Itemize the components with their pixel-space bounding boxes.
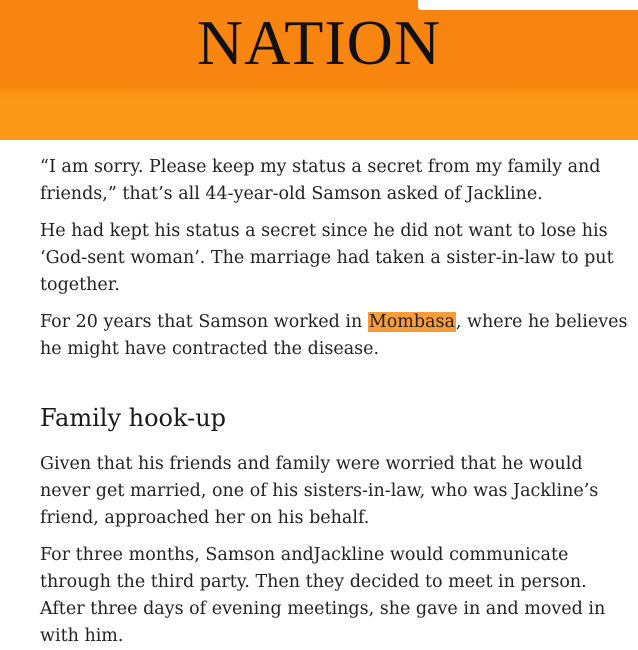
article-body bbox=[0, 140, 630, 650]
paragraph-3-end: , where he believes he might have contracted the disease. bbox=[40, 312, 628, 359]
section-heading: Family hook-up bbox=[40, 404, 227, 432]
article-paragraph-5: For three months, Samson andJackline would communicate through the third party. Then they decided to meet in person. After three days of evening meetings, she gave in and moved in with him. bbox=[40, 545, 606, 646]
site-header bbox=[0, 0, 638, 140]
article-paragraph-4: Given that his friends and family were worried that he would never get married, one of his sisters-in-law, who was Jackline’s friend, approached her on his behalf. bbox=[40, 454, 599, 528]
paragraph-3-start: For 20 years that Samson worked in bbox=[40, 312, 368, 332]
masthead-logo[interactable]: NATION bbox=[196, 7, 442, 78]
article-paragraph-3 bbox=[40, 309, 630, 363]
article-paragraph-1: “I am sorry. Please keep my status a secret from my family and friends,” that’s all 44-year-old Samson asked of Jackline. bbox=[40, 157, 601, 204]
article-paragraph-2: He had kept his status a secret since he did not want to lose his ‘God-sent woman’. The marriage had taken a sister-in-law to put together. bbox=[40, 221, 614, 295]
highlighted-word: Mombasa bbox=[368, 312, 455, 332]
